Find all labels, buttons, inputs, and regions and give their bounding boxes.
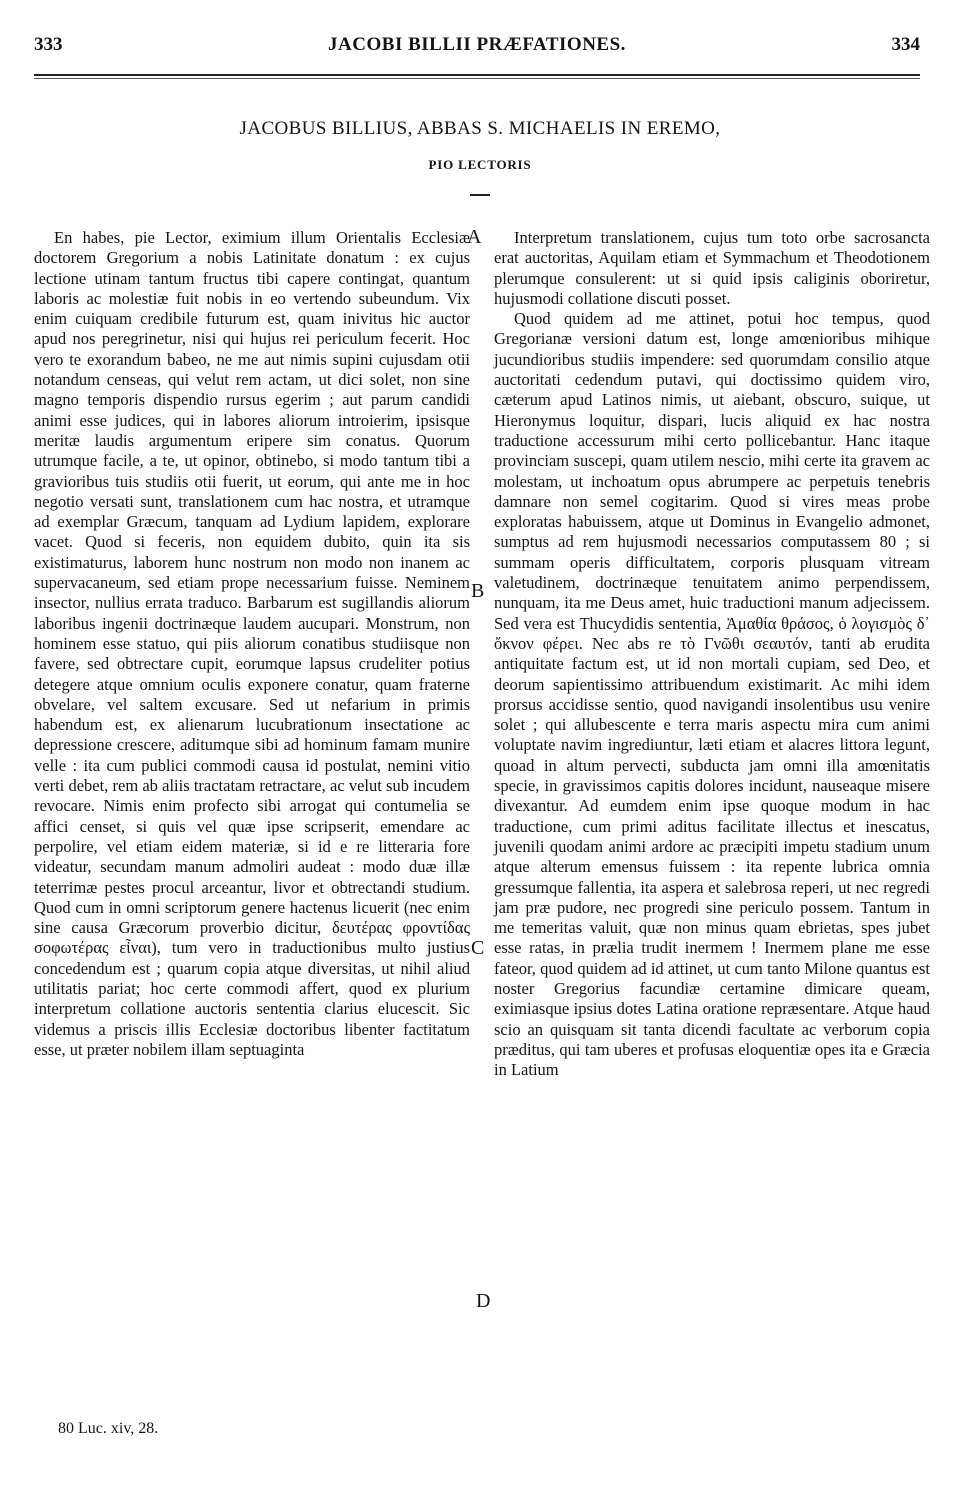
paragraph: En habes, pie Lector, eximium illum Orientalis Ecclesiæ doctorem Gregorium a nobis Latinitate donatum : ex cujus lectione utinam tantum fructus tibi capere contingat, quantum laboris ac molestiæ fuit nobis in eo vertendo subeundum. Vix enim cuiquam credibile futurum est, quam inivitus hic auctor apud nos peregrinetur, nisi qui hujus rei periculum fecerit. Hoc vero te exorandum babeo, ne me aut nimis supini cujusdam otii notandum censeas, qui velut rem actam, ut dici solet, non sine magno temporis dispendio rursus egerim ; aut parum candidi animi esse judices, qui in labores aliorum introierim, ipsisque meritæ laudis argumentum eripere sim conatus. Quorum utrumque facile, a te, ut opinor, obtinebo, si modo tantum tibi a gravioribus tuis studiis otii fuerit, ut eorum, qui ante me in hoc negotio versati sunt, translationem cum hac nostra, et utramque ad exemplar Græcum, tanquam ad Lydium lapidem, explorare vacet. Quod si feceris, non equidem dubito, quin ita sis existimaturus, laborem hunc nostrum non modo non inanem ac supervacaneum, sed etiam prope necessarium fuisse. Neminem insector, nullius errata traduco. Barbarum est sugillandis aliorum laboribus ingenii doctrinæque laudem aucupari. Monstrum, non hominem esse statuo, qui piis aliorum conatibus studiisque non favere, sed obtrectare cupit, eorumque lapsus crudeliter potius detegere atque omnium oculis exponere conatur, quam fraterne obvelare, vel saltem excusare. Sed ut nefarium in primis habendum est, ex alienarum lucubrationum insectatione ac depressione crescere, aditumque sibi ad hominum famam munire velle : ita cum publici commodi causa id postulat, nemini vitio verti debet, rem ab aliis tractatam retractare, ac velut sub incudem revocare. Nimis enim profecto sibi arrogat qui contumelia se affici censet, si quis vel quæ ipse scripserit, emendare ac perpolire, vel etiam eidem materiæ, si id e re litteraria fore videatur, secundam manum admoliri audeat : modo duæ illæ teterrimæ pestes procul arceantur, livor et obtrectandi studium. Quod cum in omni scriptorum genere hactenus licuerit (nec enim sine causa Græcorum proverbio dicitur, δευτέρας φροντίδας σοφωτέρας εἶναι), tum vero in traductionibus multo justius concedendum est ; quarum copia atque diversitas, ut nihil aliud utilitatis pariat; hoc certe commodi affert, quod ex plurium interpretum collatione auctoris sententia clarius elucescit. Sic videmus a priscis illis Ecclesiæ doctoribus libenter factitatum esse, ut præter nobilem illam septuaginta [34,228,470,1059]
margin-letter-d: D [476,1290,491,1312]
running-title: JACOBI BILLII PRÆFATIONES. [328,34,626,55]
title-dash [470,194,490,196]
header-rule-thin [34,78,920,79]
margin-letter-b: B [471,580,485,602]
section-subtitle: PIO LECTORIS [428,157,532,172]
header-rule [34,74,920,76]
page-number-left: 333 [34,34,63,55]
section-title: JACOBUS BILLIUS, ABBAS S. MICHAELIS IN EREMO, [239,118,721,139]
left-column [34,228,470,1060]
margin-letter-a: A [467,226,482,248]
page-number-right: 334 [891,34,920,55]
paragraph: Interpretum translationem, cujus tum toto orbe sacrosancta erat auctoritas, Aquilam etiam et Symmachum et Theodotionem plerumque consulerent: ut si quid ipsis caliginis oboriretur, hujusmodi collatione discuti posset. [494,228,930,308]
margin-letter-c: C [471,937,485,959]
right-column [494,228,930,1080]
running-header [34,34,920,64]
footnote: 80 Luc. xiv, 28. [58,1420,159,1437]
paragraph: Quod quidem ad me attinet, potui hoc tempus, quod Gregorianæ versioni datum est, longe amœnioribus mihique jucundioribus studiis impendere: sed quorumdam consilio atque auctoritati cedendum putavi, qui doctissimo quidem viro, cæterum apud Latinos nimis, ut aiebant, obscuro, suique, ut Hieronymus loquitur, dispari, lucis aliquid ex hac nostra traductione accessurum mihi certo pollicebantur. Hanc itaque provinciam suscepi, quam utilem nescio, mihi certe ita gravem ac molestam, ut inchoatum opus abrumpere ac perpetuis tenebris damnare non semel cogitarim. Quod si vires meas probe exploratas habuissem, atque ut Dominus in Evangelio admonet, sumptus ad rem hujusmodi necessarios computassem 80 ; si summam operis difficultatem, corporis plusquam vitream valetudinem, doctrinæque tenuitatem animo perpendissem, nunquam, ita me Deus amet, huic traductioni manum adjecissem. Sed vera est Thucydidis sententia, Ἀμαθία θράσος, ὁ λογισμὸς δ᾽ ὄκνον φέρει. Nec abs re τὸ Γνῶθι σεαυτόν, tanti ab erudita antiquitate factum est, ut id non mortali cupiam, sed Deo, et deorum sapientissimo attribuendum existimarit. Ac mihi idem prorsus accidisse sentio, quod navigandi insolentibus usu venire solet ; qui allubescente e terra maris aspectu mira cum animi voluptate navim ingrediuntur, læti etiam et alacres littora legunt, quoad in altum pervecti, subducta jam omni illa amœnitatis specie, in gravissimos capitis dolores incidunt, nauseaque misere divexantur. Ad eumdem enim ipse quoque modum in hac traductione, cum primi aditus facilitate illectus et inescatus, juvenili quodam animi ardore ac præcipiti impetu stadium unum atque alterum emensus fuissem : ita repente lubrica omnia gressumque fallentia, ita aspera et salebrosa reperi, ut nec regredi jam præ pudore, nec progredi sine periculo possem. Tantum in me temeritas valuit, quæ non minus quam ebrietas, spes jubet esse ratas, in prælia trudit inermem ! Inermem plane me esse fateor, quod quidem ad id attinet, ut cum tanto Milone quantus est noster Gregorius facundiæ certamine dimicare queam, eximiasque ipsius dotes Latina oratione repræsentare. Atque haud scio an quisquam sit tanta dicendi facultate ac verborum copia præditus, qui tam uberes et profusas eloquentiæ opes ita e Græcia in Latium [494,309,930,1080]
